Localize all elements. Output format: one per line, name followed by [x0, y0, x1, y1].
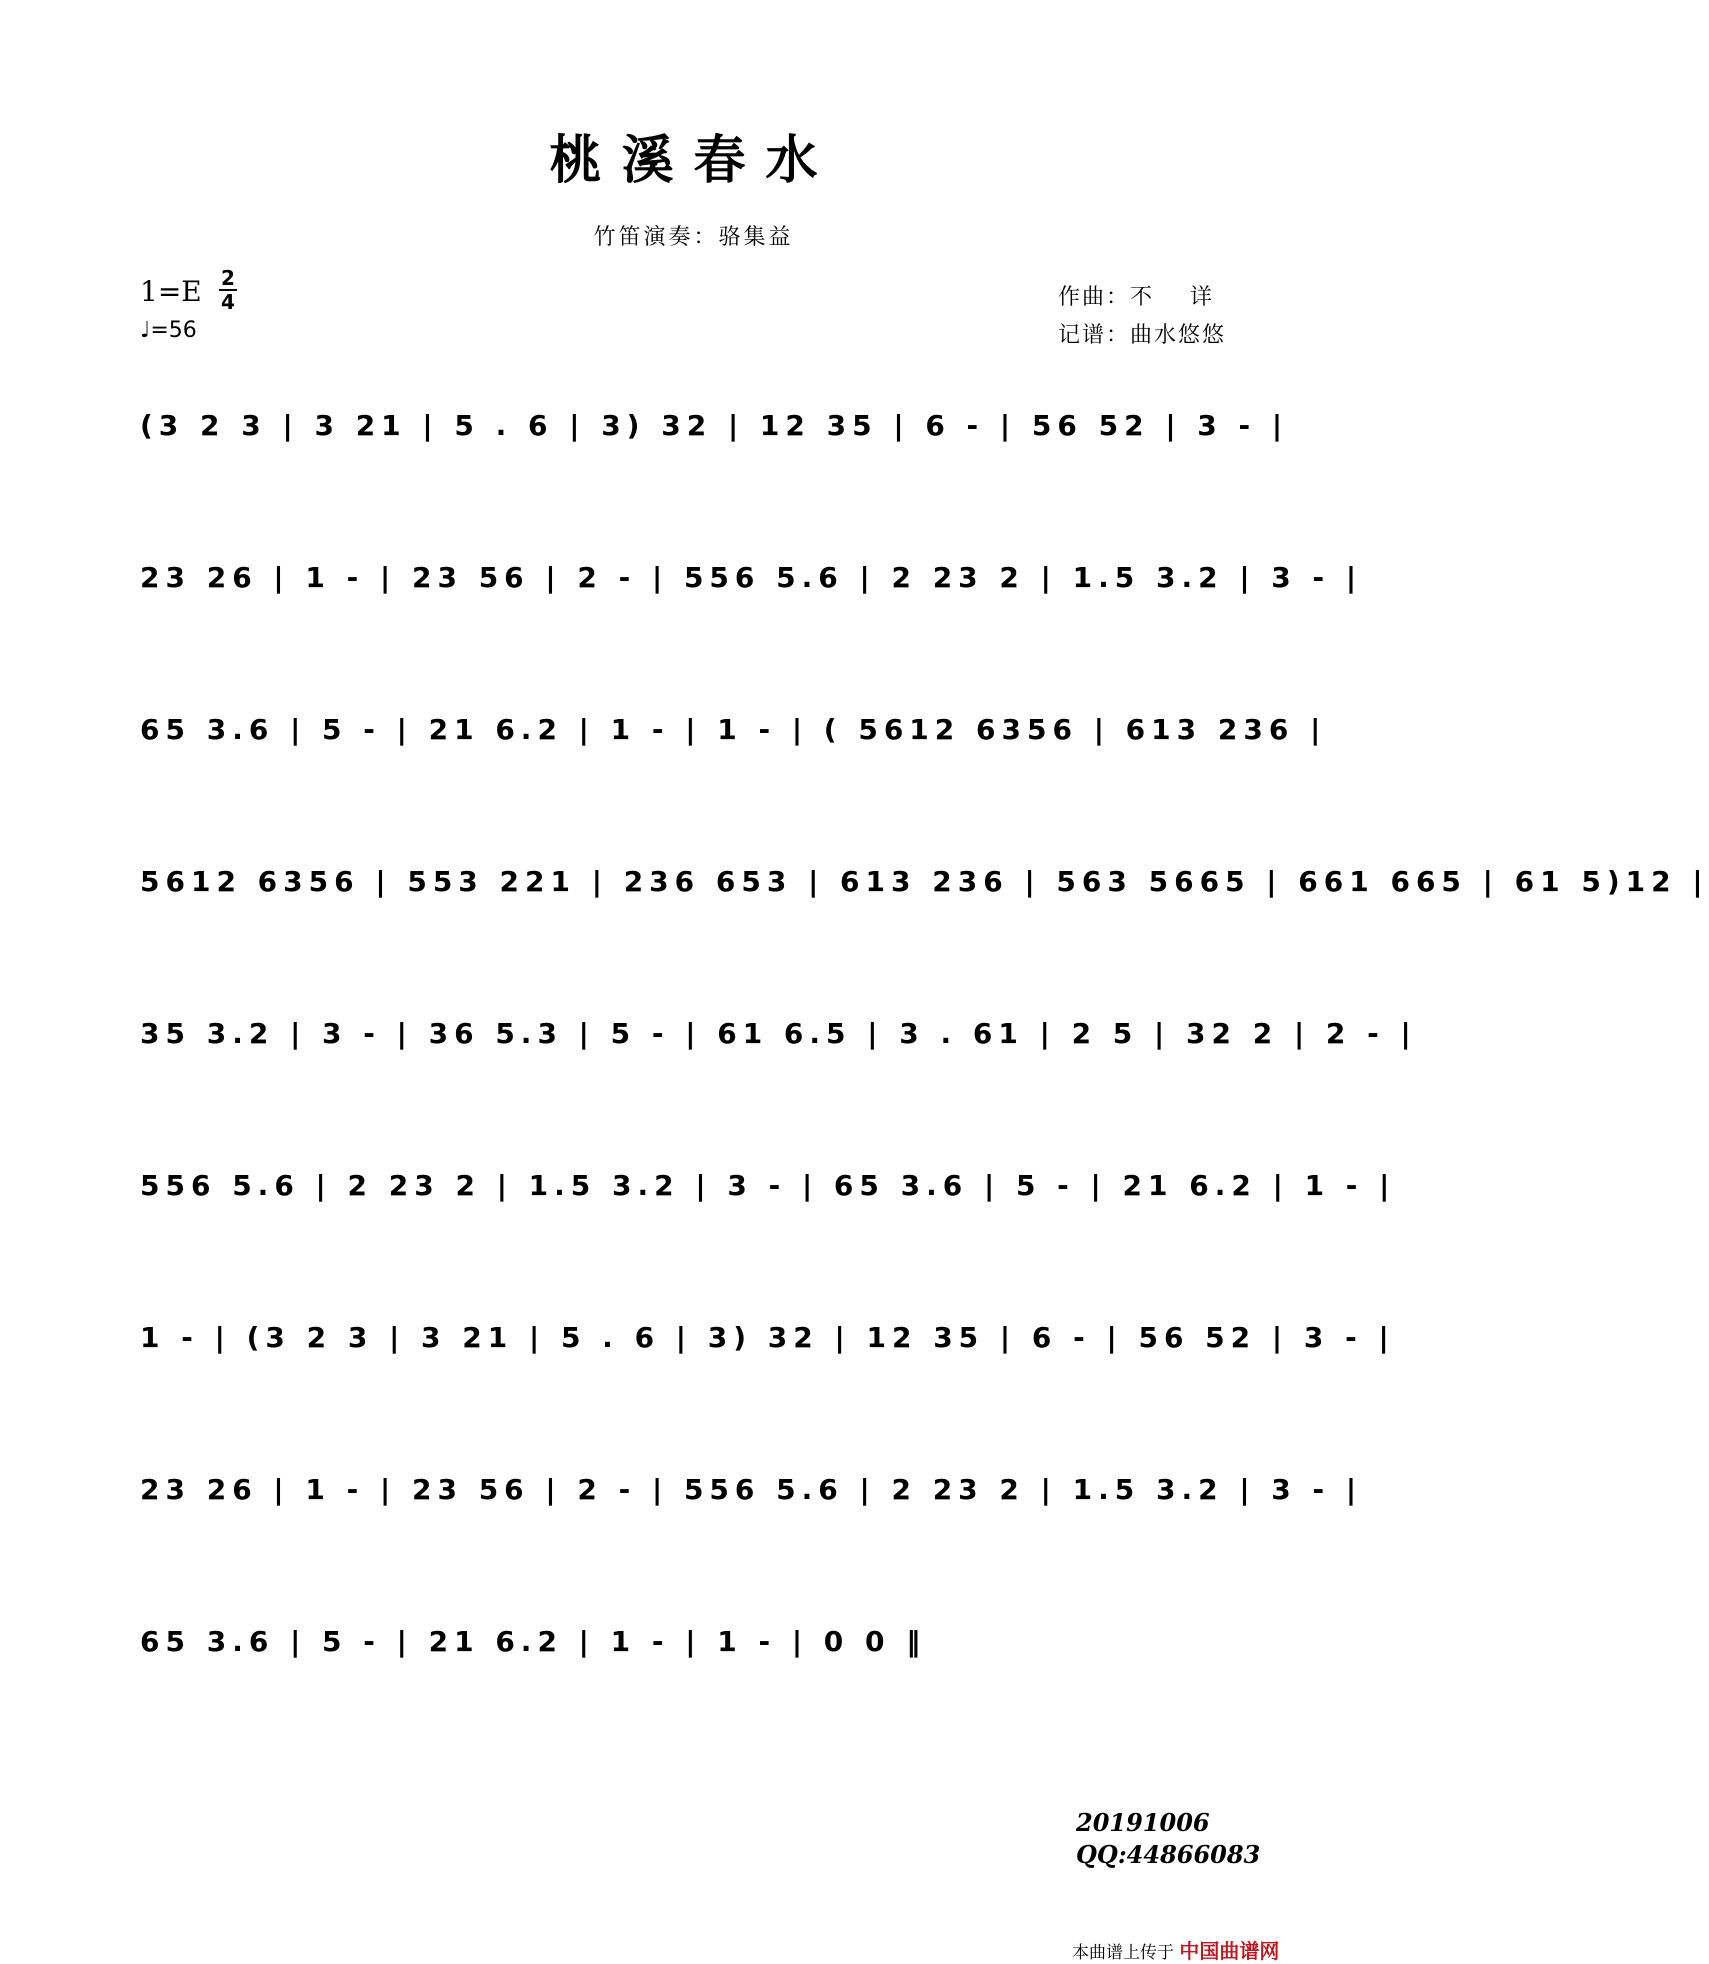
score-line-6: [140, 1166, 1396, 1236]
notes-line-4: 5612 6356 | 553 221 | 236 653 | 613 236 | 563 5665 | 661 665 | 61 5)12 |: [140, 865, 1709, 898]
time-top: 2: [221, 266, 235, 290]
composer-credit: 作曲：不 详: [1058, 285, 1214, 310]
time-bottom: 4: [221, 290, 235, 314]
footer-text: 本曲谱上传于: [1072, 1943, 1174, 1963]
performer-line: 竹笛演奏：骆集益: [593, 225, 794, 250]
notes-line-2: 23 26 | 1 - | 23 56 | 2 - | 556 5.6 | 2 23 2 | 1.5 3.2 | 3 - |: [140, 561, 1363, 594]
score-line-1: [140, 406, 1289, 476]
date-stamp: 20191006: [1076, 1808, 1210, 1837]
notes-line-7: 1 - | (3 2 3 | 3 21 | 5 . 6 | 3) 32 | 12 35 | 6 - | 56 52 | 3 - |: [140, 1321, 1395, 1354]
notes-line-8: 23 26 | 1 - | 23 56 | 2 - | 556 5.6 | 2 23 2 | 1.5 3.2 | 3 - |: [140, 1473, 1363, 1506]
score-line-3: [140, 710, 1327, 780]
time-signature: [219, 268, 237, 312]
site-footer: [1072, 1935, 1279, 1964]
score-line-9: [140, 1622, 1250, 1692]
score-line-8: [140, 1470, 1363, 1540]
site-brand-logo[interactable]: 中国曲谱网: [1179, 1939, 1280, 1963]
score-line-7: [140, 1318, 1395, 1388]
score-title: 桃溪春水: [549, 130, 838, 191]
notes-line-9: 65 3.6 | 5 - | 21 6.2 | 1 - | 1 - | 0 0 ‖: [140, 1625, 927, 1658]
transcriber-credit: 记谱：曲水悠悠: [1058, 323, 1227, 348]
tempo-mark: ♩=56: [140, 318, 197, 343]
notes-line-6: 556 5.6 | 2 23 2 | 1.5 3.2 | 3 - | 65 3.6 | 5 - | 21 6.2 | 1 - |: [140, 1169, 1396, 1202]
qq-stamp: QQ:44866083: [1076, 1840, 1261, 1869]
notes-line-1: (3 2 3 | 3 21 | 5 . 6 | 3) 32 | 12 35 | 6 - | 56 52 | 3 - |: [140, 409, 1289, 442]
notes-line-3: 65 3.6 | 5 - | 21 6.2 | 1 - | 1 - | ( 5612 6356 | 613 236 |: [140, 713, 1327, 746]
key-signature: 1=E: [140, 275, 202, 308]
notes-line-5: 35 3.2 | 3 - | 36 5.3 | 5 - | 61 6.5 | 3 . 61 | 2 5 | 32 2 | 2 - |: [140, 1017, 1417, 1050]
score-line-5: [140, 1014, 1417, 1084]
score-line-4: [140, 862, 1709, 932]
score-line-2: [140, 558, 1363, 628]
